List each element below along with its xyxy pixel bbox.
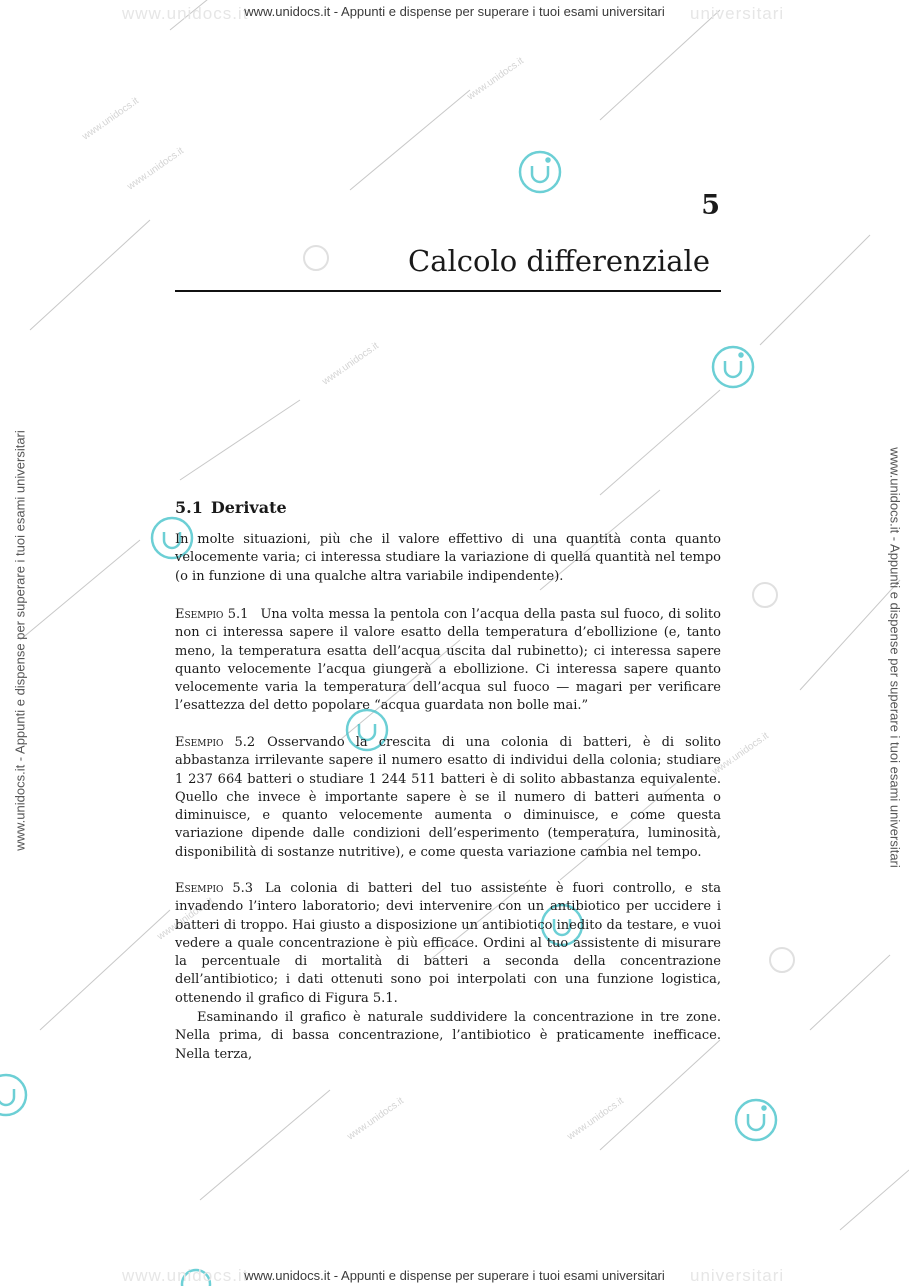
diag-watermark-text: www.unidocs.it (465, 55, 526, 103)
example-5-3 (175, 880, 721, 1008)
unidocs-logo-faint-icon (770, 948, 794, 972)
diag-watermark-text: www.unidocs.it (80, 95, 141, 143)
unidocs-logo-icon (520, 152, 560, 192)
faint-watermark-text: universitari (690, 4, 785, 23)
example-5-2 (175, 734, 721, 862)
faint-watermark-text: universitari (690, 1266, 785, 1285)
unidocs-logo-icon (0, 1075, 26, 1115)
example-text: La colonia di batteri del tuo assistente è fuori controllo, e sta invadendo l’intero laboratorio; devi intervenire con un antibiotico per uccidere i batteri di troppo. Hai giusto a disposizione un antibiotico inedito da testare, e vuoi vedere a quale concentrazione è più efficace. Ordini al tuo assistente di misurare la percentuale di mortalità di batteri a seconda della concentrazione dell’antibiotico; i dati ottenuti sono poi interpolati con una funzione logistica, ottenendo il grafico di Figura 5.1. (175, 881, 721, 1006)
diag-watermark-text: www.unidocs.it (320, 340, 381, 388)
diag-watermark-text: www.unidocs.it (345, 1095, 406, 1143)
example-text: Osservando la crescita di una colonia di batteri, è di solito abbastanza irrilevante sapere il numero esatto di individui della colonia; studiare 1 237 664 batteri o studiare 1 244 511 batteri è di solito abbastanza equivalente. Quello che invece è importante sapere è se il numero di batteri aumenta o diminuisce, e quanto velocemente aumenta o diminuisce, e come questa variazione dipende dalle condizioni dell’esperimento (temperatura, luminosità, disponibilità di sostanze nutritive), e come questa variazione cambia nel tempo. (175, 735, 721, 860)
diag-watermark-text: www.unidocs.it (710, 730, 771, 778)
example-label: Esempio 5.2 (175, 735, 256, 750)
watermark-top: www.unidocs.it - Appunti e dispense per superare i tuoi esami universitari (244, 4, 665, 19)
example-5-1 (175, 606, 721, 716)
watermark-bottom: www.unidocs.it - Appunti e dispense per superare i tuoi esami universitari (244, 1268, 665, 1283)
example-label: Esempio 5.1 (175, 607, 249, 622)
faint-watermark-text: www.unidocs.it (122, 1266, 249, 1285)
section-number: 5.1 (175, 498, 203, 517)
example-label: Esempio 5.3 (175, 881, 254, 896)
section-heading (175, 498, 287, 517)
chapter-title: Calcolo differenziale (408, 244, 710, 278)
unidocs-logo-icon (736, 1100, 776, 1140)
unidocs-logo-faint-icon (304, 246, 328, 270)
watermark-side-right: www.unidocs.it - Appunti e dispense per superare i tuoi esami universitari (887, 447, 903, 868)
unidocs-logo-icon (713, 347, 753, 387)
closing-paragraph: Esaminando il grafico è naturale suddividere la concentrazione in tre zone. Nella prima, di bassa concentrazione, l’antibiotico è praticamente inefficace. Nella terza, (175, 1010, 721, 1062)
diag-watermark-text: www.unidocs.it (155, 895, 216, 943)
section-title: Derivate (210, 498, 287, 517)
diag-watermark-text: www.unidocs.it (565, 1095, 626, 1143)
faint-watermark-text: www.unidocs.it (122, 4, 249, 23)
watermark-side-left: www.unidocs.it - Appunti e dispense per superare i tuoi esami universitari (12, 430, 28, 851)
intro-paragraph: In molte situazioni, più che il valore effettivo di una quantità conta quanto velocemente varia; ci interessa studiare la variazione di quella quantità nel tempo (o in funzione di una qualche altra variabile indipendente). (175, 532, 721, 584)
chapter-rule (175, 290, 721, 292)
diag-watermark-text: www.unidocs.it (125, 145, 186, 193)
chapter-number: 5 (701, 190, 720, 221)
example-text: Una volta messa la pentola con l’acqua della pasta sul fuoco, di solito non ci interessa sapere il valore esatto della temperatura d’ebollizione (e, tanto meno, la temperatura esatta dell’acqua uscita dal rubinetto); ci interessa sapere quanto velocemente l’acqua giungerà a ebollizione. Ci interessa sapere quanto velocemente varia la temperatura dell’acqua sul fuoco — magari per verificare l’esattezza del detto popolare “acqua guardata non bolle mai.” (175, 607, 721, 714)
unidocs-logo-faint-icon (753, 583, 777, 607)
